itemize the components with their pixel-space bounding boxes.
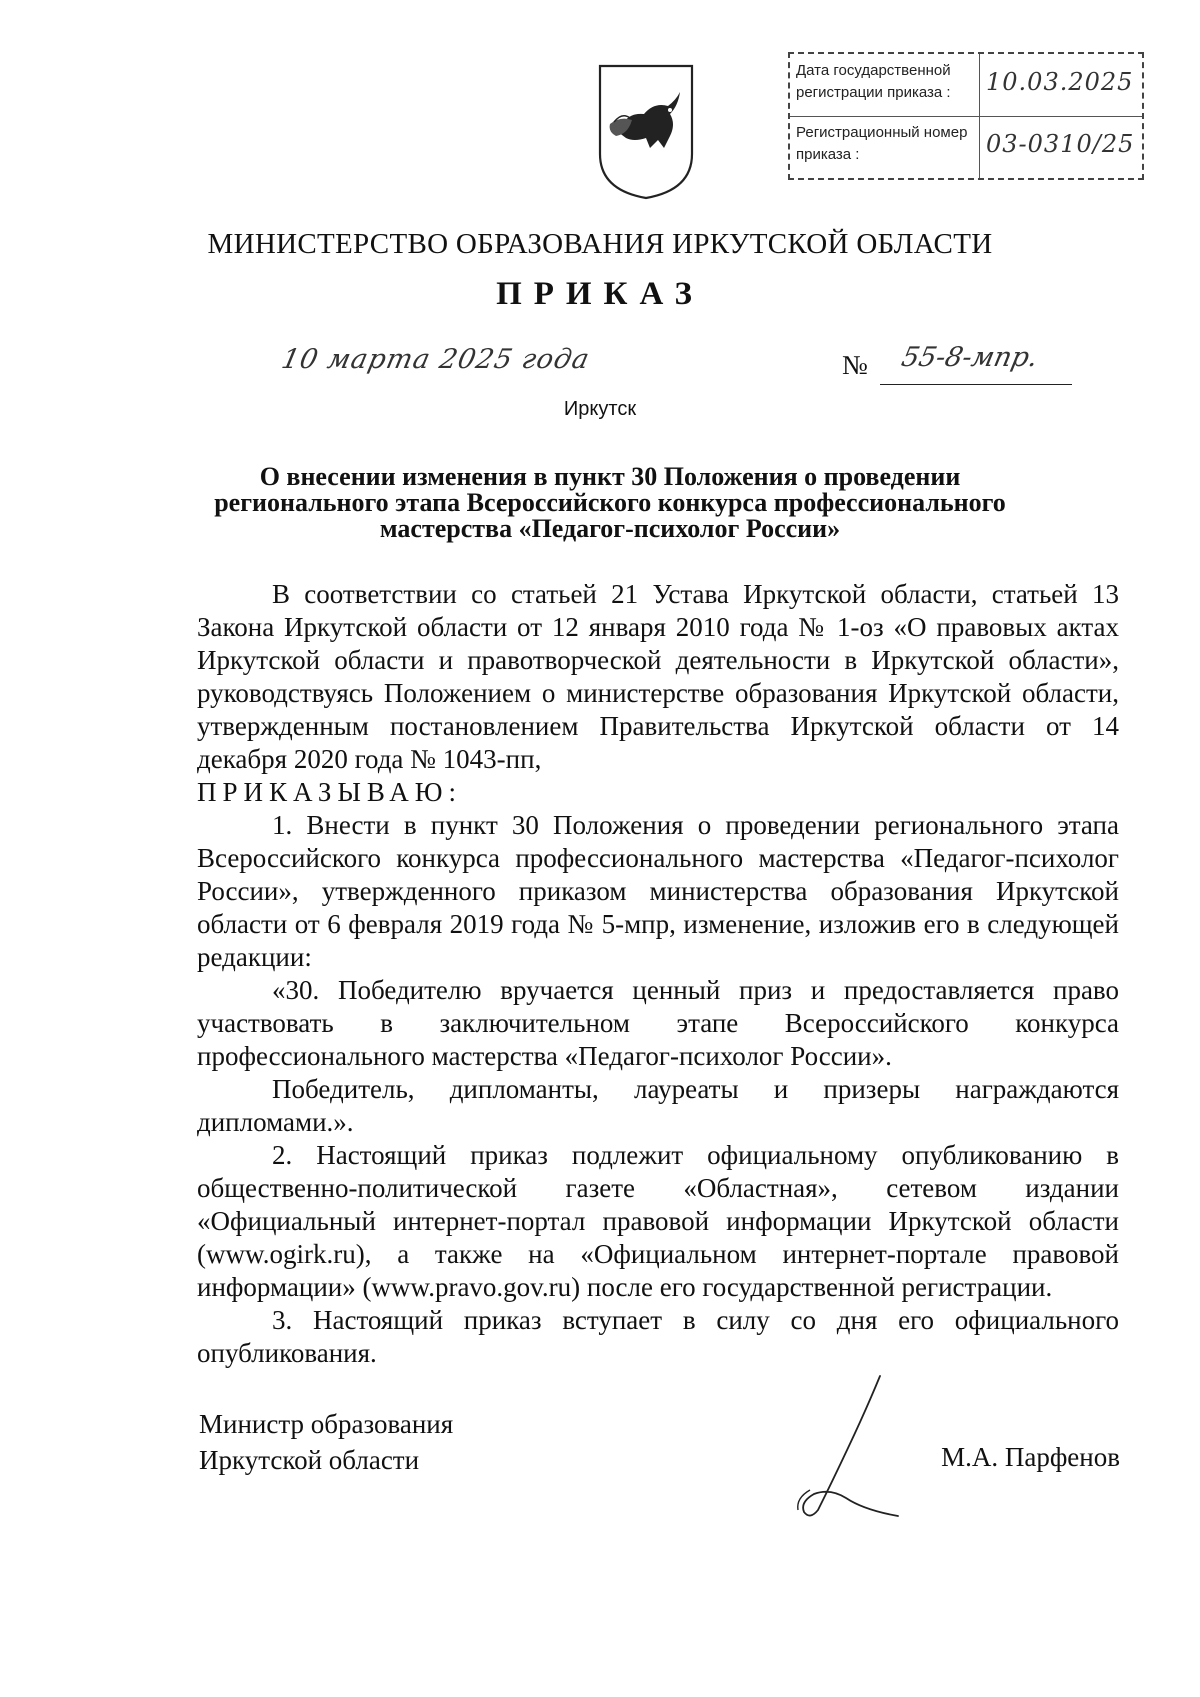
signature-mark — [788, 1370, 938, 1522]
number-underline — [880, 384, 1072, 385]
body-order-word: ПРИКАЗЫВАЮ: — [197, 777, 462, 807]
body-paragraph-winners: Победитель, дипломанты, лауреаты и призеры награждаются дипломами.». — [197, 1074, 1119, 1137]
stamp-date-value: 10.03.2025 — [986, 68, 1134, 96]
order-date: 10 марта 2025 года — [278, 344, 593, 375]
ministry-name: МИНИСТЕРСТВО ОБРАЗОВАНИЯ ИРКУТСКОЙ ОБЛАСТИ — [207, 228, 993, 260]
signer-position-line-1: Министр образования — [199, 1409, 454, 1439]
coat-of-arms-icon — [596, 62, 696, 202]
body-paragraph-preamble: В соответствии со статьей 21 Устава Иркутской области, статьей 13 Закона Иркутской области от 12 января 2010 года № 1-оз «О правовых актах Иркутской области и правотворческой деятельности в Иркутской области», руководствуясь Положением о министерстве образования Иркутской области, утвержденным постановлением Правительства Иркутской области от 14 декабря 2020 года № 1043-пп, — [197, 579, 1119, 774]
title-line-3: мастерства «Педагог-психолог России» — [379, 514, 841, 543]
document-body — [197, 578, 1119, 1370]
body-paragraph-quote: «30. Победителю вручается ценный приз и предоставляется право участвовать в заключительном этапе Всероссийского конкурса профессионального мастерства «Педагог-психолог России». — [197, 975, 1119, 1071]
order-number: 55-8-мпр. — [898, 342, 1041, 373]
title-line-1: О внесении изменения в пункт 30 Положения о проведении — [259, 462, 961, 491]
title-line-2: регионального этапа Всероссийского конкурса профессионального — [214, 488, 1006, 517]
signer-position-line-2: Иркутской области — [199, 1445, 420, 1475]
stamp-date-row — [790, 54, 1142, 117]
signer-name: М.А. Парфенов — [941, 1442, 1120, 1472]
document-type: ПРИКАЗ — [496, 276, 704, 312]
registration-stamp — [788, 52, 1144, 180]
number-sign: № — [842, 350, 868, 380]
signer-position — [199, 1406, 453, 1478]
body-paragraph-1: 1. Внести в пункт 30 Положения о проведении регионального этапа Всероссийского конкурса профессионального мастерства «Педагог-психолог России», утвержденного приказом министерства образования Иркутской области от 6 февраля 2019 года № 5-мпр, изменение, изложив его в следующей редакции: — [197, 810, 1119, 972]
body-paragraph-3: 3. Настоящий приказ вступает в силу со дня его официального опубликования. — [197, 1305, 1119, 1368]
document-title — [140, 464, 1080, 542]
body-paragraph-2: 2. Настоящий приказ подлежит официальному опубликованию в общественно-политической газете «Областная», сетевом издании «Официальный интернет-портал правовой информации Иркутской области (www.ogirk.ru), а также на «Официальном интернет-портале правовой информации» (www.pravo.gov.ru) после его государственной регистрации. — [197, 1140, 1119, 1302]
stamp-number-value: 03-0310/25 — [986, 130, 1135, 158]
stamp-number-row — [790, 116, 1142, 178]
stamp-number-label: Регистрационный номер приказа : — [790, 116, 980, 178]
city: Иркутск — [563, 398, 637, 420]
stamp-date-label: Дата государственной регистрации приказа : — [790, 54, 980, 116]
